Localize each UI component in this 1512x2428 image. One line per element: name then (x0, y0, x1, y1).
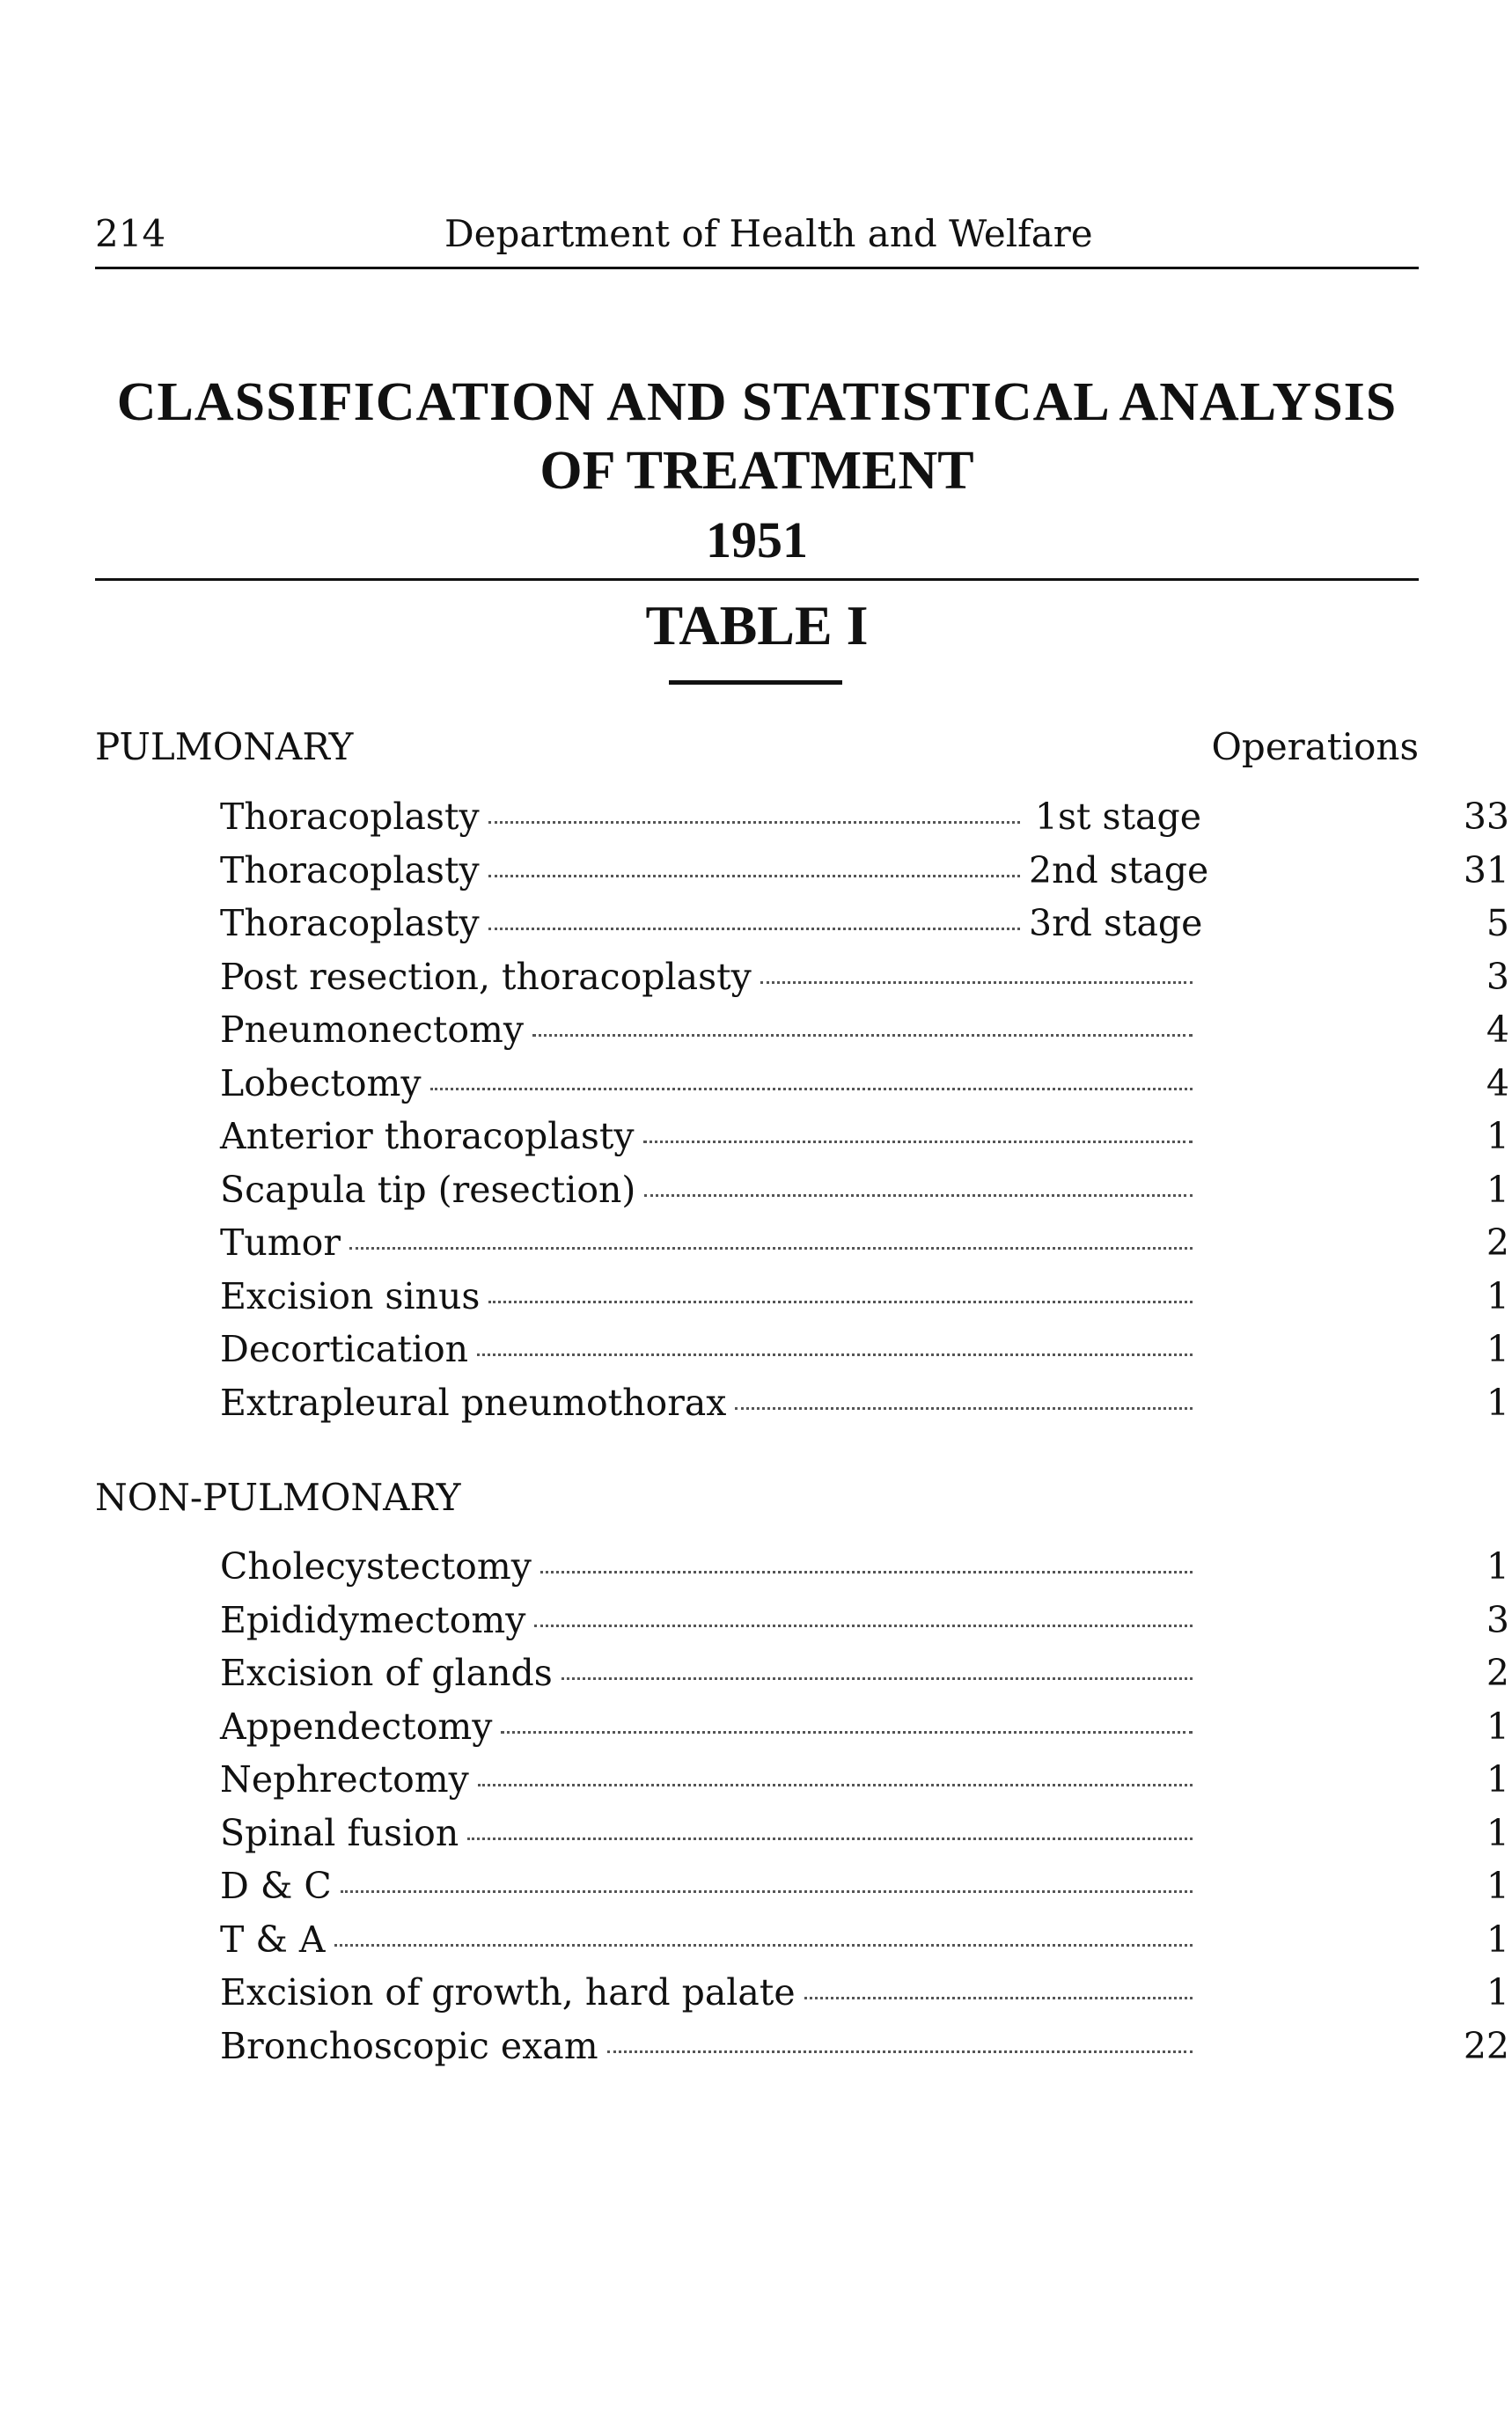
row-operations-count: 1 (1486, 1328, 1509, 1370)
table-row (220, 1755, 1509, 1804)
dot-leader (467, 1838, 1193, 1840)
row-operations-count: 1 (1486, 1971, 1509, 2014)
table-row (220, 1808, 1509, 1858)
title-rule (95, 578, 1419, 581)
table-row (220, 1702, 1509, 1751)
dot-leader (488, 928, 1020, 930)
row-operations-count: 22 (1463, 2024, 1509, 2067)
row-label: Excision sinus (220, 1274, 481, 1317)
row-label: Extrapleural pneumothorax (220, 1381, 727, 1424)
row-label: Epididymectomy (220, 1598, 526, 1641)
row-label: Appendectomy (220, 1705, 493, 1748)
page-header (95, 208, 1419, 260)
row-label: Anterior thoracoplasty (220, 1115, 635, 1157)
table-row (220, 1272, 1509, 1321)
row-label: Spinal fusion (220, 1811, 459, 1854)
row-operations-count: 3 (1486, 955, 1509, 998)
row-operations-count: 1 (1486, 1168, 1509, 1211)
table-row (220, 1059, 1509, 1108)
table-row (220, 1861, 1509, 1911)
row-label: Excision of growth, hard palate (220, 1971, 796, 2014)
non-pulmonary-heading: NON-PULMONARY (95, 1476, 461, 1519)
row-operations-count: 1 (1486, 1918, 1509, 1961)
row-stage: 3rd stage (1029, 902, 1203, 944)
row-operations-count: 2 (1486, 1652, 1509, 1694)
title-line-1: CLASSIFICATION AND STATISTICAL ANALYSIS (116, 372, 1398, 432)
row-operations-count: 1 (1486, 1545, 1509, 1588)
dot-leader (488, 1301, 1193, 1303)
dot-leader (477, 1353, 1193, 1356)
table-row (220, 1378, 1509, 1427)
header-rule (95, 267, 1419, 269)
row-operations-count: 33 (1463, 796, 1509, 838)
row-label: Thoracoplasty (220, 796, 480, 838)
dot-leader (334, 1944, 1193, 1947)
table-row (220, 1005, 1509, 1054)
dot-leader (349, 1247, 1193, 1250)
table-label-rule (669, 680, 842, 685)
row-label: Pneumonectomy (220, 1009, 525, 1051)
table-row (220, 1542, 1509, 1591)
row-operations-count: 1 (1486, 1865, 1509, 1907)
row-operations-count: 5 (1486, 902, 1509, 944)
dot-leader (607, 2050, 1193, 2053)
row-operations-count: 1 (1486, 1115, 1509, 1157)
row-operations-count: 4 (1486, 1061, 1509, 1104)
row-operations-count: 3 (1486, 1598, 1509, 1641)
dot-leader (760, 981, 1193, 984)
row-label: Nephrectomy (220, 1758, 469, 1801)
dot-leader (488, 875, 1020, 877)
row-label: T & A (220, 1918, 326, 1961)
page-number: 214 (95, 212, 166, 255)
row-label: Thoracoplasty (220, 902, 480, 944)
row-operations-count: 1 (1486, 1705, 1509, 1748)
table-row (220, 1165, 1509, 1214)
operations-column-header: Operations (1211, 725, 1419, 768)
table-row (220, 899, 1509, 948)
row-label: Tumor (220, 1221, 341, 1264)
row-label: D & C (220, 1865, 332, 1907)
dot-leader (644, 1194, 1193, 1197)
dot-leader (501, 1731, 1193, 1734)
table-row (220, 792, 1509, 841)
row-operations-count: 31 (1463, 848, 1509, 891)
table-row (220, 846, 1509, 895)
row-operations-count: 2 (1486, 1221, 1509, 1264)
row-operations-count: 1 (1486, 1811, 1509, 1854)
table-row (220, 1968, 1509, 2017)
row-stage: 1st stage (1034, 796, 1201, 838)
dot-leader (488, 821, 1020, 824)
dot-leader (735, 1407, 1193, 1410)
row-label: Post resection, thoracoplasty (220, 955, 752, 998)
dot-leader (540, 1571, 1193, 1573)
row-label: Bronchoscopic exam (220, 2024, 598, 2067)
dot-leader (534, 1625, 1193, 1627)
row-label: Cholecystectomy (220, 1545, 532, 1588)
dot-leader (341, 1890, 1193, 1893)
row-label: Thoracoplasty (220, 848, 480, 891)
table-row (220, 2021, 1509, 2071)
row-stage: 2nd stage (1029, 848, 1209, 891)
dot-leader (561, 1677, 1193, 1680)
row-operations-count: 4 (1486, 1009, 1509, 1051)
title-year: 1951 (706, 511, 808, 568)
row-label: Decortication (220, 1328, 469, 1370)
table-row (220, 952, 1509, 1001)
table-row (220, 1218, 1509, 1267)
running-title: Department of Health and Welfare (444, 212, 1093, 255)
row-label: Scapula tip (resection) (220, 1168, 636, 1211)
dot-leader (643, 1141, 1193, 1143)
table-row (220, 1595, 1509, 1645)
dot-leader (804, 1997, 1193, 1999)
row-operations-count: 1 (1486, 1274, 1509, 1317)
pulmonary-heading: PULMONARY (95, 725, 354, 768)
table-row (220, 1915, 1509, 1964)
dot-leader (430, 1088, 1193, 1090)
row-operations-count: 1 (1486, 1381, 1509, 1424)
table-label: TABLE I (645, 594, 869, 657)
table-row (220, 1111, 1509, 1161)
title-line-2: OF TREATMENT (539, 441, 974, 501)
row-label: Excision of glands (220, 1652, 553, 1694)
dot-leader (532, 1034, 1193, 1037)
row-operations-count: 1 (1486, 1758, 1509, 1801)
dot-leader (478, 1784, 1193, 1786)
table-row (220, 1648, 1509, 1698)
row-label: Lobectomy (220, 1061, 422, 1104)
table-row (220, 1324, 1509, 1374)
